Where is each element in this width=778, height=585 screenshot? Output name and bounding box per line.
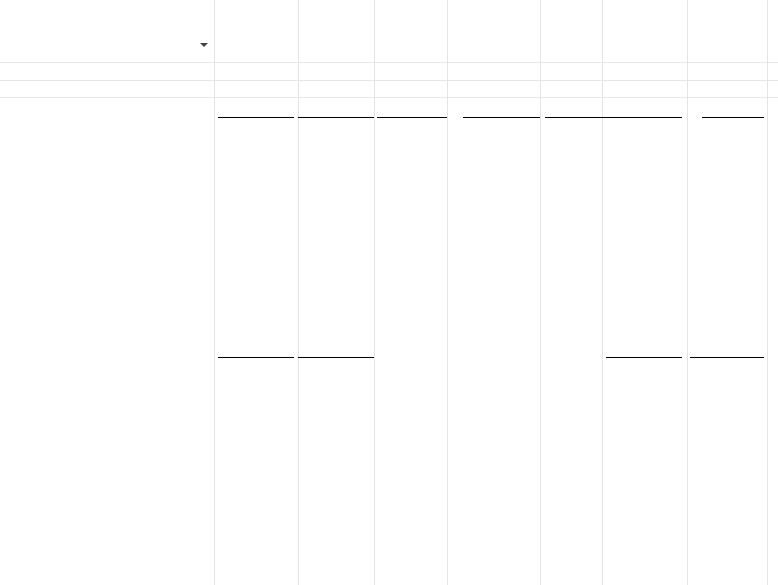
sub-header-rate	[298, 357, 374, 358]
chevron-down-icon[interactable]	[200, 43, 208, 47]
col-header-max-rate	[298, 117, 374, 118]
col-header-final-year	[463, 117, 540, 118]
col-header-reference	[702, 117, 764, 118]
col-header-authorized-maximums	[545, 117, 682, 118]
col-header-max-total	[218, 117, 294, 118]
grid-line	[374, 0, 375, 585]
grid-line	[540, 0, 541, 585]
grid-line	[0, 80, 778, 81]
sub-header-income-rate	[690, 357, 764, 358]
grid-line	[687, 0, 688, 585]
sub-header-income-amount	[606, 357, 682, 358]
sub-header-amount	[218, 357, 294, 358]
grid-line	[298, 0, 299, 585]
col-header-max-surtax	[377, 117, 447, 118]
grid-line	[0, 97, 778, 98]
grid-line	[602, 0, 603, 585]
grid-line	[447, 0, 448, 585]
grid-line	[767, 0, 768, 585]
grid-line	[0, 62, 778, 63]
grid-line	[214, 0, 215, 585]
